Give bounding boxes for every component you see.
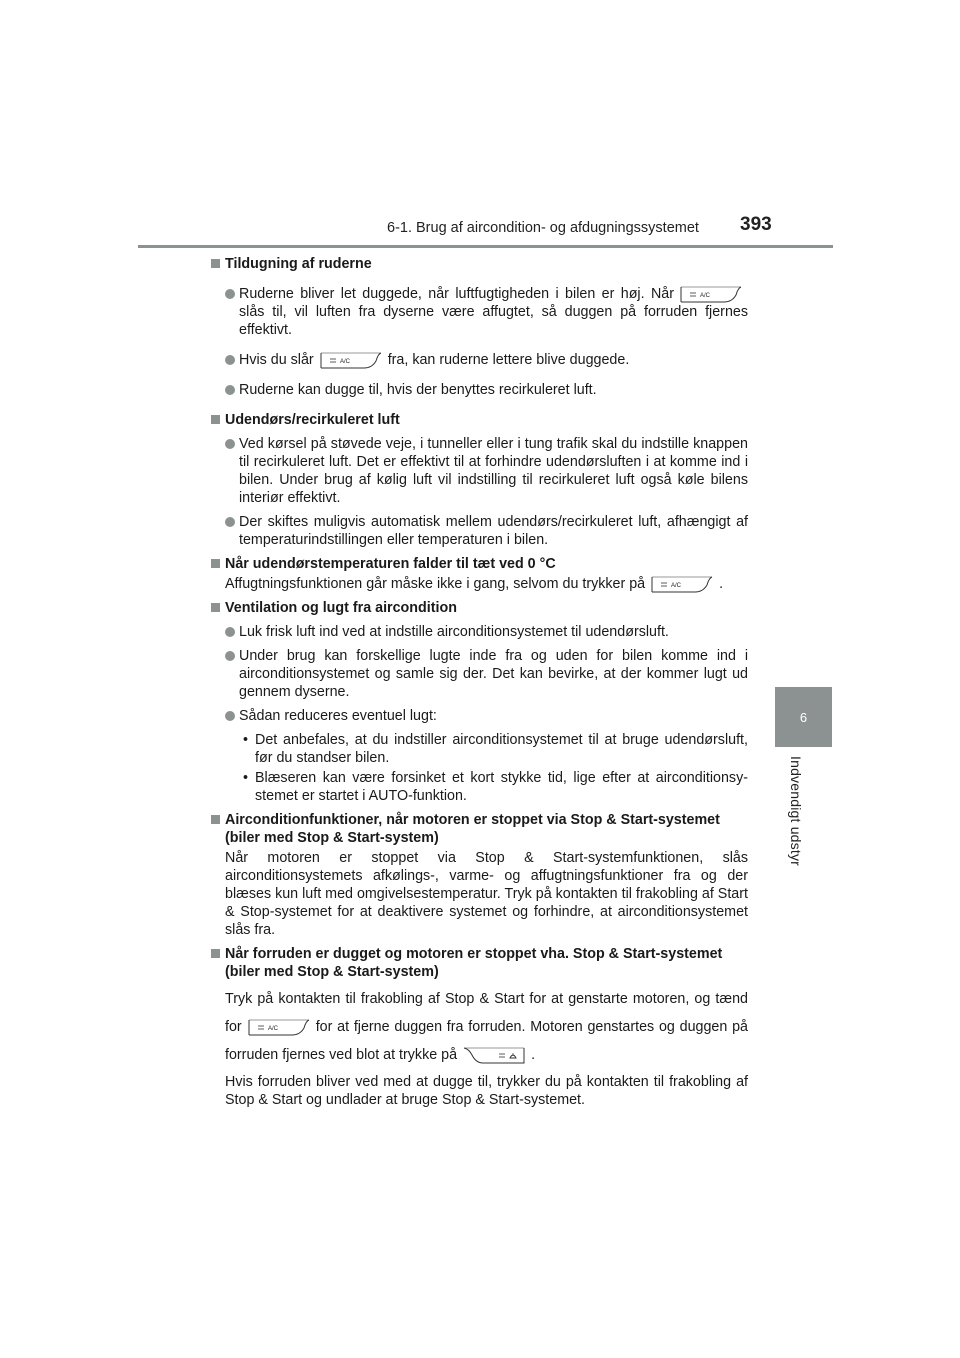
- list-item: Ruderne bliver let duggede, når luftfugtigheden i bilen er høj. Når A/C slås til, vil luften fra dyserne være affugtet, så duggen på forruden fjernes effektivt.: [210, 285, 748, 339]
- paragraph: Tryk på kontakten til frakobling af Stop & Start for at genstarte motoren, og tænd for A/C for at fjerne duggen fra forruden. Motoren genstartes og duggen på forruden fjernes ved blot at trykke på .: [225, 991, 748, 1063]
- paragraph: Affugtningsfunktionen går måske ikke i gang, selvom du trykker på A/C .: [225, 576, 724, 592]
- list-item: Der skiftes muligvis automatisk mellem udendørs/recirkuleret luft, afhængigt af temperaturindstillingen eller temperaturen i bilen.: [210, 513, 748, 549]
- sub-list-item: • Blæseren kan være forsinket et kort stykke tid, lige efter at airconditionsy-stemet er startet i AUTO-funktion.: [210, 769, 748, 805]
- ac-button-icon: [651, 576, 713, 593]
- section-title: 6-1. Brug af aircondition- og afdugningssystemet: [387, 220, 699, 236]
- list-item: Sådan reduceres eventuel lugt:: [210, 707, 748, 725]
- heading-stop-start-defog: Når forruden er dugget og motoren er stoppet vha. Stop & Start-systemet (biler med Stop & Start-system): [210, 945, 748, 981]
- ac-button-icon: [248, 1019, 310, 1036]
- svg-text:A/C: A/C: [671, 582, 682, 589]
- svg-text:A/C: A/C: [700, 292, 711, 299]
- heading-outside-temperature: Når udendørstemperaturen falder til tæt ved 0 °C: [210, 555, 748, 573]
- ac-button-icon: [680, 286, 742, 303]
- heading-defogging: Tildugning af ruderne: [210, 255, 748, 273]
- svg-text:A/C: A/C: [267, 1025, 278, 1032]
- header-divider: [138, 245, 833, 248]
- chapter-number: 6: [799, 709, 808, 725]
- ac-button-icon: [320, 352, 382, 369]
- heading-stop-start-ac: Airconditionfunktioner, når motoren er stoppet via Stop & Start-systemet (biler med Stop & Start-system): [210, 811, 748, 847]
- defroster-button-icon: [463, 1047, 525, 1064]
- list-item: Ved kørsel på støvede veje, i tunneller eller i tung trafik skal du indstille knappen til recirkuleret luft. Det er effektivt til at forhindre udendørsluften i at komme ind i bilen. Under brug af kølig luft vil indstilling til recirkuleret luft også køle bilens interiør effektivt.: [210, 435, 748, 507]
- heading-recirculation: Udendørs/recirkuleret luft: [210, 411, 748, 429]
- paragraph: Når motoren er stoppet via Stop & Start-systemfunktionen, slås airconditionsystemets afkølings-, varme- og affugtningsfunktioner fra og der blæses kun luft med omgivelsestemperatur. Tryk på kontakten til frakobling af Start & Stop-systemet for at deaktivere systemet og forhindre, at airconditionsystemet slås fra.: [225, 850, 748, 938]
- sub-list-item: • Det anbefales, at du indstiller airconditionsystemet til at bruge udendørsluft, før du standser bilen.: [210, 731, 748, 767]
- heading-ventilation-odor: Ventilation og lugt fra aircondition: [210, 599, 748, 617]
- list-item: Ruderne kan dugge til, hvis der benyttes recirkuleret luft.: [210, 381, 748, 399]
- page-number: 393: [740, 214, 772, 235]
- list-item: Hvis du slår A/C fra, kan ruderne lettere blive duggede.: [210, 351, 748, 369]
- chapter-title: Indvendigt udstyr: [788, 756, 804, 867]
- paragraph: Hvis forruden bliver ved med at dugge til, trykker du på kontakten til frakobling af Stop & Start og undlader at bruge Stop & Start-systemet.: [225, 1074, 748, 1108]
- chapter-tab: [775, 687, 832, 747]
- page-content: [210, 255, 748, 1109]
- list-item: Luk frisk luft ind ved at indstille airconditionsystemet til udendørsluft.: [210, 623, 748, 641]
- list-item: Under brug kan forskellige lugte inde fra og uden for bilen komme ind i airconditionsystemet og samle sig der. Det kan bevirke, at der kommer lugt ud gennem dyserne.: [210, 647, 748, 701]
- svg-text:A/C: A/C: [339, 358, 350, 365]
